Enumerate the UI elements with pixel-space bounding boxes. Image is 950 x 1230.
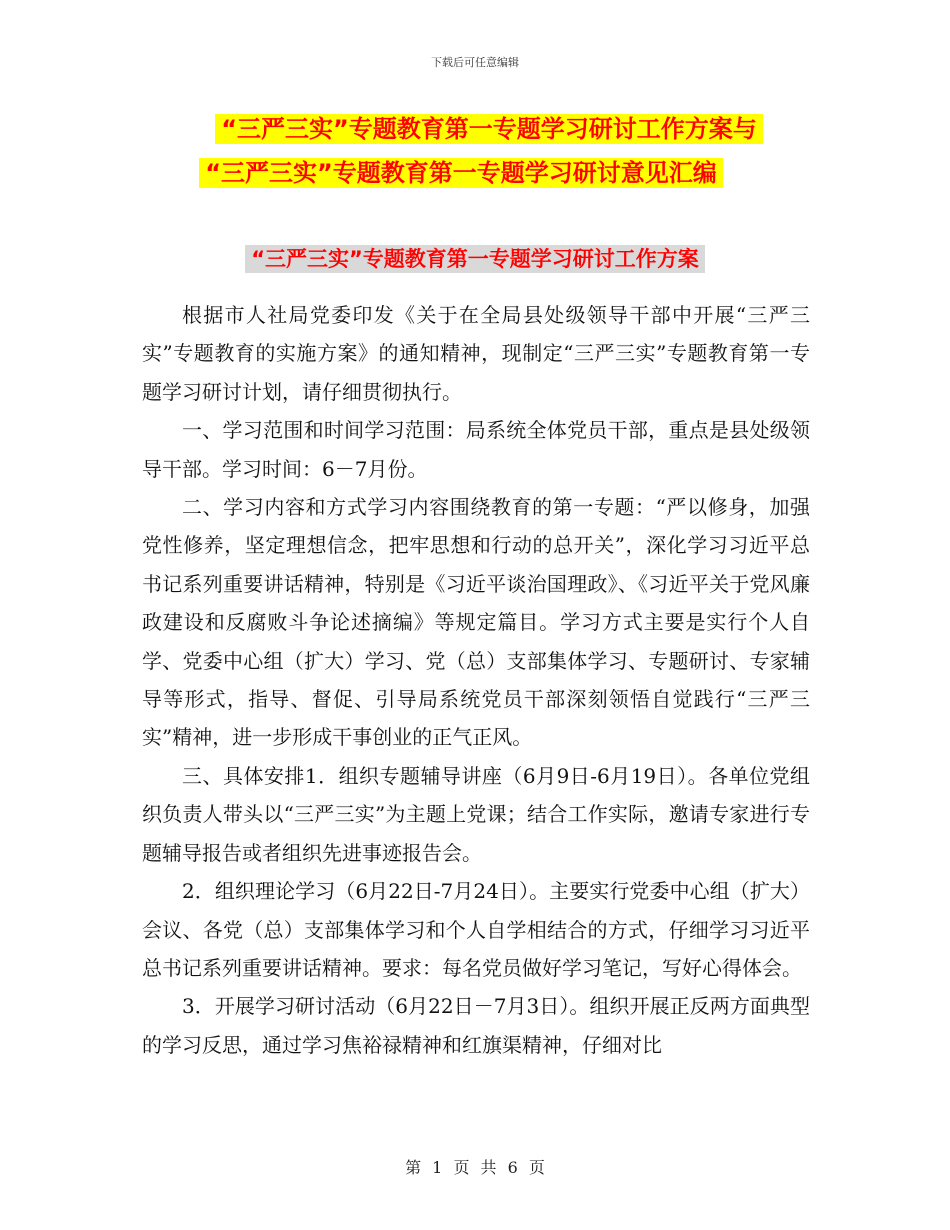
section-title	[0, 244, 950, 274]
paragraph: 三、具体安排1．组织专题辅导讲座（6月9日-6月19日）。各单位党组织负责人带头以“三严三实”为主题上党课；结合工作实际，邀请专家进行专题辅导报告或者组织先进事迹报告会。	[142, 763, 810, 865]
section-title-text: “三严三实”专题教育第一专题学习研讨工作方案	[245, 245, 705, 273]
paragraph: 2．组织理论学习（6月22日-7月24日）。主要实行党委中心组（扩大）会议、各党（总）支部集体学习和个人自学相结合的方式，仔细学习习近平总书记系列重要讲话精神。要求：每名党员做好学习笔记，写好心得体会。	[142, 879, 810, 980]
paragraph: 根据市人社局党委印发《关于在全局县处级领导干部中开展“三严三实”专题教育的实施方案》的通知精神，现制定“三严三实”专题教育第一专题学习研讨计划，请仔细贯彻执行。	[142, 303, 810, 404]
paragraph: 3．开展学习研讨活动（6月22日－7月3日）。组织开展正反两方面典型的学习反思，通过学习焦裕禄精神和红旗渠精神，仔细对比	[142, 994, 810, 1057]
body-text	[142, 296, 810, 1064]
paragraph: 二、学习内容和方式学习内容围绕教育的第一专题：“严以修身，加强党性修养，坚定理想信念，把牢思想和行动的总开关”，深化学习习近平总书记系列重要讲话精神，特别是《习近平谈治国理政》、《习近平关于党风廉政建设和反腐败斗争论述摘编》等规定篇目。学习方式主要是实行个人自学、党委中心组（扩大）学习、党（总）支部集体学习、专题研讨、专家辅导等形式，指导、督促、引导局系统党员干部深刻领悟自觉践行“三严三实”精神，进一步形成干事创业的正气正风。	[142, 495, 810, 750]
page-header: 下载后可任意编辑	[431, 56, 519, 69]
document-title-line-1	[14, 113, 950, 145]
document-title-line-2-text: “三严三实”专题教育第一专题学习研讨意见汇编	[199, 158, 723, 188]
document-title-line-1-text: “三严三实”专题教育第一专题学习研讨工作方案与	[215, 114, 763, 144]
page-footer: 第 1 页 共 6 页	[405, 1158, 545, 1177]
paragraph: 一、学习范围和时间学习范围：局系统全体党员干部，重点是县处级领导干部。学习时间：6－7月份。	[142, 418, 810, 481]
document-title-line-2	[0, 157, 936, 189]
